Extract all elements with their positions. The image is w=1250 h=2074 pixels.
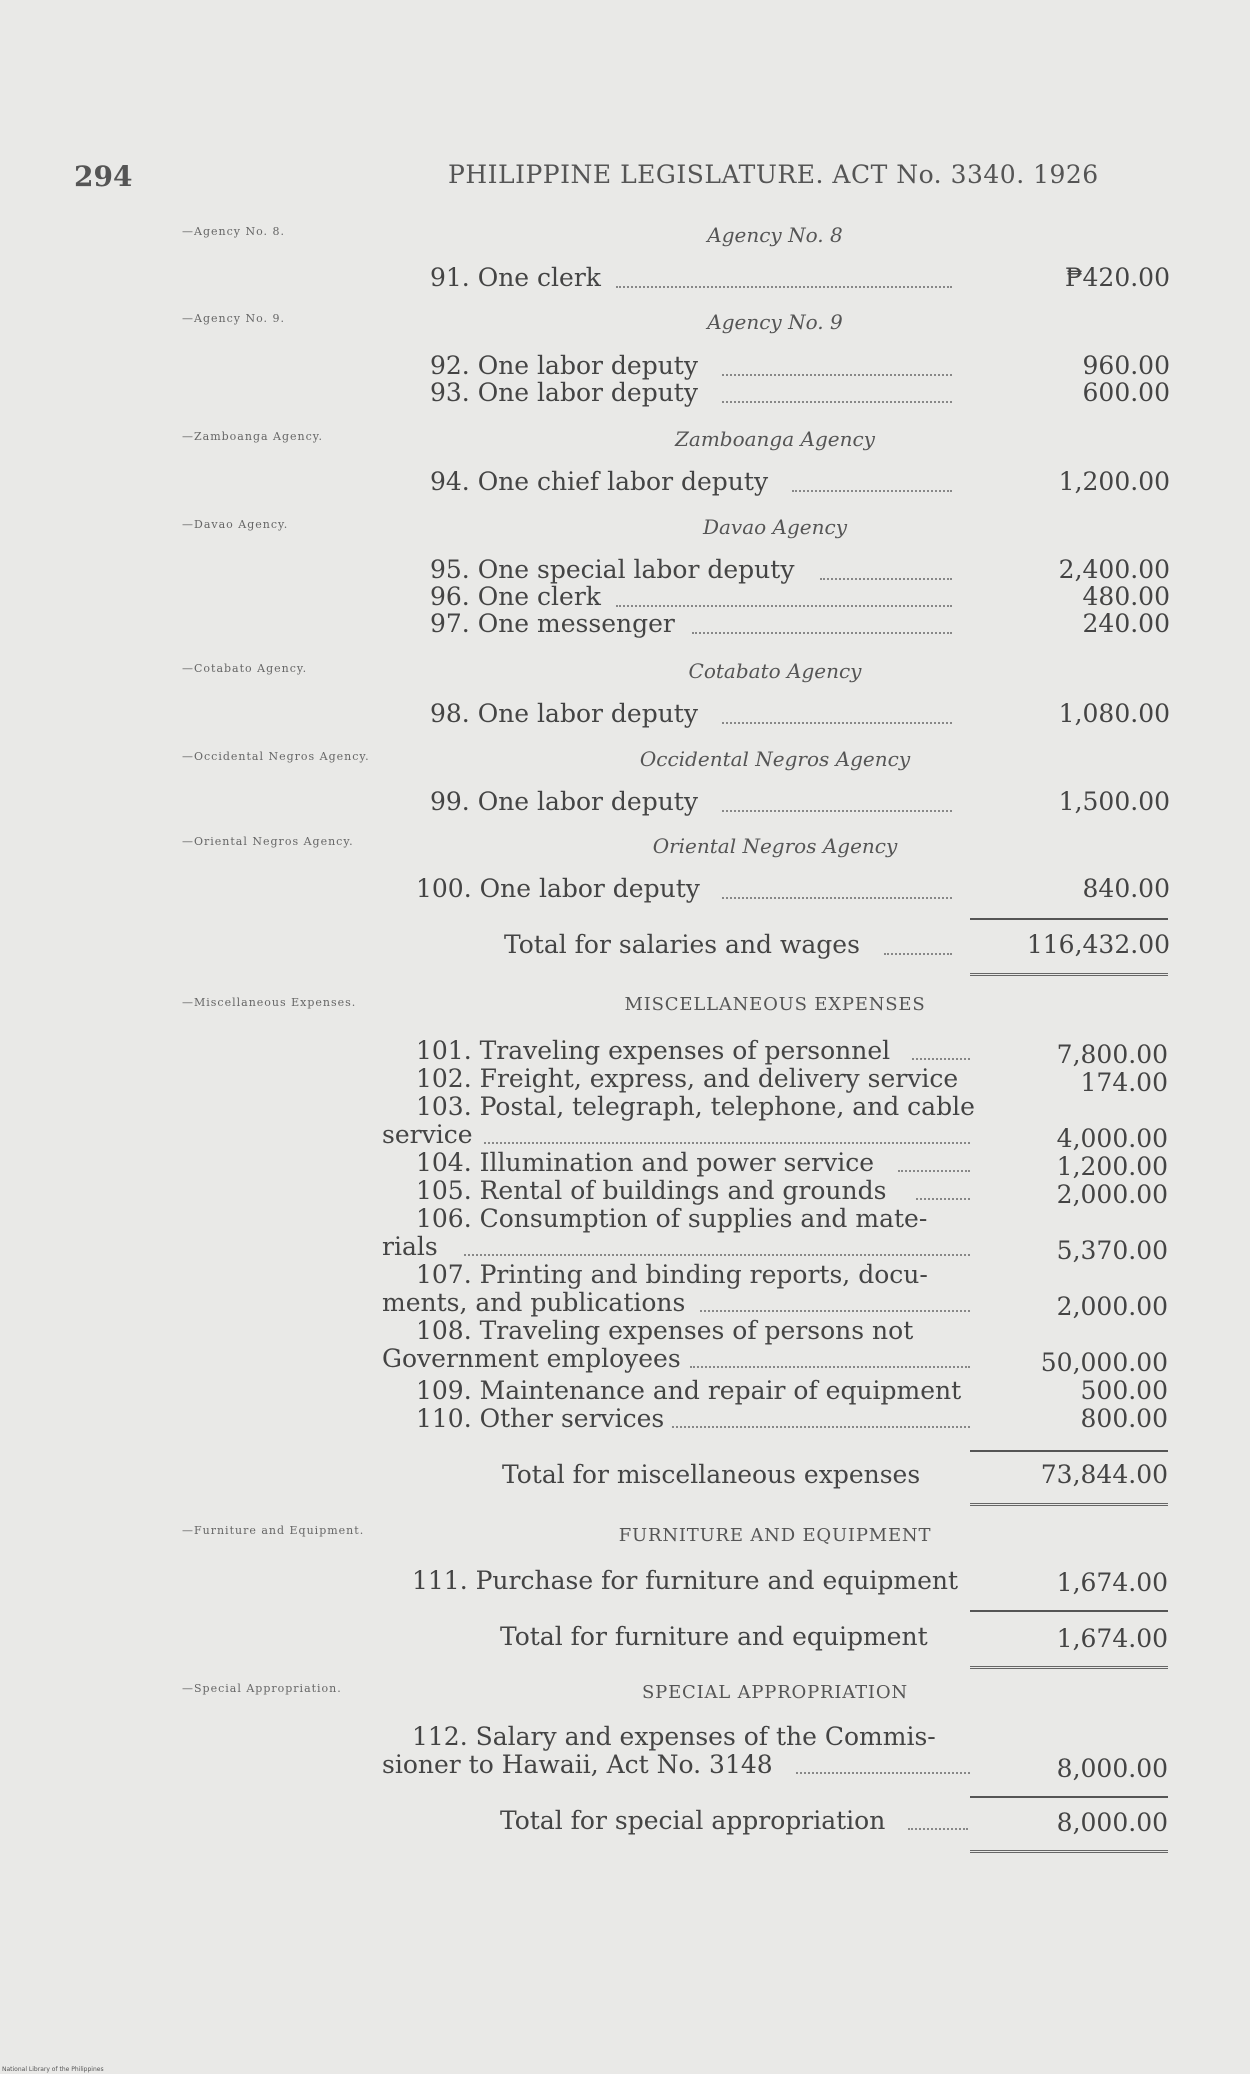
misc-line: 101. Traveling expenses of personnel: [416, 1036, 891, 1065]
line-item-desc: 97. One messenger: [430, 609, 675, 638]
line-item: [430, 582, 1170, 612]
line-item-desc: 94. One chief labor deputy: [430, 467, 769, 496]
section-heading: FURNITURE AND EQUIPMENT: [618, 1525, 932, 1546]
leader-dots: [690, 1366, 970, 1368]
agency-heading: Cotabato Agency: [688, 659, 862, 683]
leader-dots: [916, 1198, 970, 1200]
margin-note: —Miscellaneous Expenses.: [182, 996, 357, 1009]
total-double-rule: [970, 1666, 1168, 1673]
total-rule: [970, 1796, 1168, 1798]
leader-dots: [908, 1828, 968, 1830]
line-item: [430, 351, 1170, 381]
line-item-amount: 1,200.00: [1058, 467, 1170, 496]
misc-total-label: Total for miscellaneous expenses: [502, 1460, 921, 1489]
misc-line: 107. Printing and binding reports, docu-: [416, 1260, 928, 1289]
line-item-desc: 96. One clerk: [430, 582, 601, 611]
furniture-total-amount: 1,674.00: [1056, 1624, 1168, 1653]
total-double-rule: [970, 973, 1168, 980]
line-item-amount: 2,400.00: [1058, 555, 1170, 584]
agency-heading: Zamboanga Agency: [675, 427, 875, 451]
misc-line: 105. Rental of buildings and grounds: [416, 1176, 887, 1205]
agency-heading: Oriental Negros Agency: [652, 834, 898, 858]
margin-note: —Cotabato Agency.: [182, 662, 308, 675]
line-item: [416, 874, 1170, 904]
misc-amount: 2,000.00: [1056, 1292, 1168, 1321]
misc-line: 103. Postal, telegraph, telephone, and cable: [416, 1092, 975, 1121]
misc-line: Government employees: [382, 1344, 681, 1373]
leader-dots: [700, 1310, 970, 1312]
misc-amount: 4,000.00: [1056, 1124, 1168, 1153]
line-item-desc: 91. One clerk: [430, 263, 601, 292]
line-item-amount: 480.00: [1082, 582, 1170, 611]
leader-dots: [898, 1170, 970, 1172]
special-total-amount: 8,000.00: [1056, 1808, 1168, 1837]
section-heading: SPECIAL APPROPRIATION: [642, 1682, 908, 1703]
furniture-item: 111. Purchase for furniture and equipment: [412, 1566, 959, 1595]
total-rule: [970, 1610, 1168, 1612]
leader-dots: [884, 953, 952, 955]
page-number: 294: [74, 160, 133, 193]
leader-dots: [722, 722, 952, 724]
leader-dots: [484, 1142, 970, 1144]
salaries-total: [504, 930, 1170, 960]
special-line: 112. Salary and expenses of the Commis-: [412, 1722, 936, 1751]
margin-note: —Oriental Negros Agency.: [182, 835, 354, 848]
line-item: [430, 263, 1170, 293]
leader-dots: [692, 632, 952, 634]
line-item-amount: 840.00: [1082, 874, 1170, 903]
furniture-total-label: Total for furniture and equipment: [500, 1622, 928, 1651]
line-item-amount: 1,080.00: [1058, 699, 1170, 728]
scan-footer: National Library of the Philippines: [2, 2066, 104, 2073]
total-double-rule: [970, 1503, 1168, 1510]
total-rule: [970, 918, 1168, 920]
misc-amount: 800.00: [1080, 1404, 1168, 1433]
total-rule: [970, 1450, 1168, 1452]
misc-amount: 5,370.00: [1056, 1236, 1168, 1265]
line-item: [430, 699, 1170, 729]
misc-line: 109. Maintenance and repair of equipment: [416, 1376, 962, 1405]
leader-dots: [796, 1772, 970, 1774]
line-item-desc: 99. One labor deputy: [430, 787, 698, 816]
total-amount: 116,432.00: [1026, 930, 1170, 959]
misc-amount: 7,800.00: [1056, 1040, 1168, 1069]
margin-note: —Special Appropriation.: [182, 1682, 342, 1695]
leader-dots: [672, 1426, 970, 1428]
misc-line: ments, and publications: [382, 1288, 686, 1317]
line-item-desc: 95. One special labor deputy: [430, 555, 795, 584]
leader-dots: [464, 1254, 970, 1256]
leader-dots: [616, 605, 952, 607]
misc-line: rials: [382, 1232, 438, 1261]
leader-dots: [912, 1058, 970, 1060]
margin-note: —Occidental Negros Agency.: [182, 750, 370, 763]
margin-note: —Davao Agency.: [182, 518, 289, 531]
line-item: [430, 787, 1170, 817]
leader-dots: [722, 374, 952, 376]
line-item-desc: 98. One labor deputy: [430, 699, 698, 728]
misc-line: 102. Freight, express, and delivery service: [416, 1064, 959, 1093]
line-item-desc: 100. One labor deputy: [416, 874, 700, 903]
leader-dots: [792, 490, 952, 492]
agency-heading: Agency No. 9: [707, 310, 843, 334]
leader-dots: [722, 810, 952, 812]
running-head: PHILIPPINE LEGISLATURE. ACT No. 3340. 1926: [448, 160, 1099, 189]
total-double-rule: [970, 1850, 1168, 1857]
misc-line: 110. Other services: [416, 1404, 665, 1433]
misc-amount: 500.00: [1080, 1376, 1168, 1405]
misc-amount: 50,000.00: [1040, 1348, 1168, 1377]
misc-amount: 1,200.00: [1056, 1152, 1168, 1181]
line-item-amount: ₱420.00: [1064, 263, 1170, 292]
agency-heading: Occidental Negros Agency: [639, 747, 911, 771]
margin-note: —Agency No. 9.: [182, 312, 285, 325]
leader-dots: [616, 286, 952, 288]
special-total-label: Total for special appropriation: [500, 1806, 886, 1835]
line-item-desc: 92. One labor deputy: [430, 351, 698, 380]
total-label: Total for salaries and wages: [504, 930, 860, 959]
leader-dots: [722, 897, 952, 899]
margin-note: —Furniture and Equipment.: [182, 1524, 365, 1537]
misc-total-amount: 73,844.00: [1040, 1460, 1168, 1489]
misc-amount: 174.00: [1080, 1068, 1168, 1097]
misc-line: 106. Consumption of supplies and mate-: [416, 1204, 928, 1233]
misc-line: 108. Traveling expenses of persons not: [416, 1316, 914, 1345]
line-item: [430, 555, 1170, 585]
line-item-amount: 1,500.00: [1058, 787, 1170, 816]
misc-line: service: [382, 1120, 473, 1149]
line-item-desc: 93. One labor deputy: [430, 378, 698, 407]
line-item-amount: 960.00: [1082, 351, 1170, 380]
line-item-amount: 240.00: [1082, 609, 1170, 638]
agency-heading: Davao Agency: [702, 515, 848, 539]
line-item: [430, 467, 1170, 497]
line-item-amount: 600.00: [1082, 378, 1170, 407]
margin-note: —Zamboanga Agency.: [182, 430, 324, 443]
leader-dots: [722, 401, 952, 403]
line-item: [430, 378, 1170, 408]
line-item: [430, 609, 1170, 639]
margin-note: —Agency No. 8.: [182, 225, 285, 238]
leader-dots: [820, 578, 952, 580]
furniture-amount: 1,674.00: [1056, 1568, 1168, 1597]
misc-line: 104. Illumination and power service: [416, 1148, 875, 1177]
agency-heading: Agency No. 8: [707, 223, 843, 247]
special-amount: 8,000.00: [1056, 1754, 1168, 1783]
special-line: sioner to Hawaii, Act No. 3148: [382, 1750, 773, 1779]
misc-amount: 2,000.00: [1056, 1180, 1168, 1209]
section-heading: MISCELLANEOUS EXPENSES: [624, 994, 926, 1015]
